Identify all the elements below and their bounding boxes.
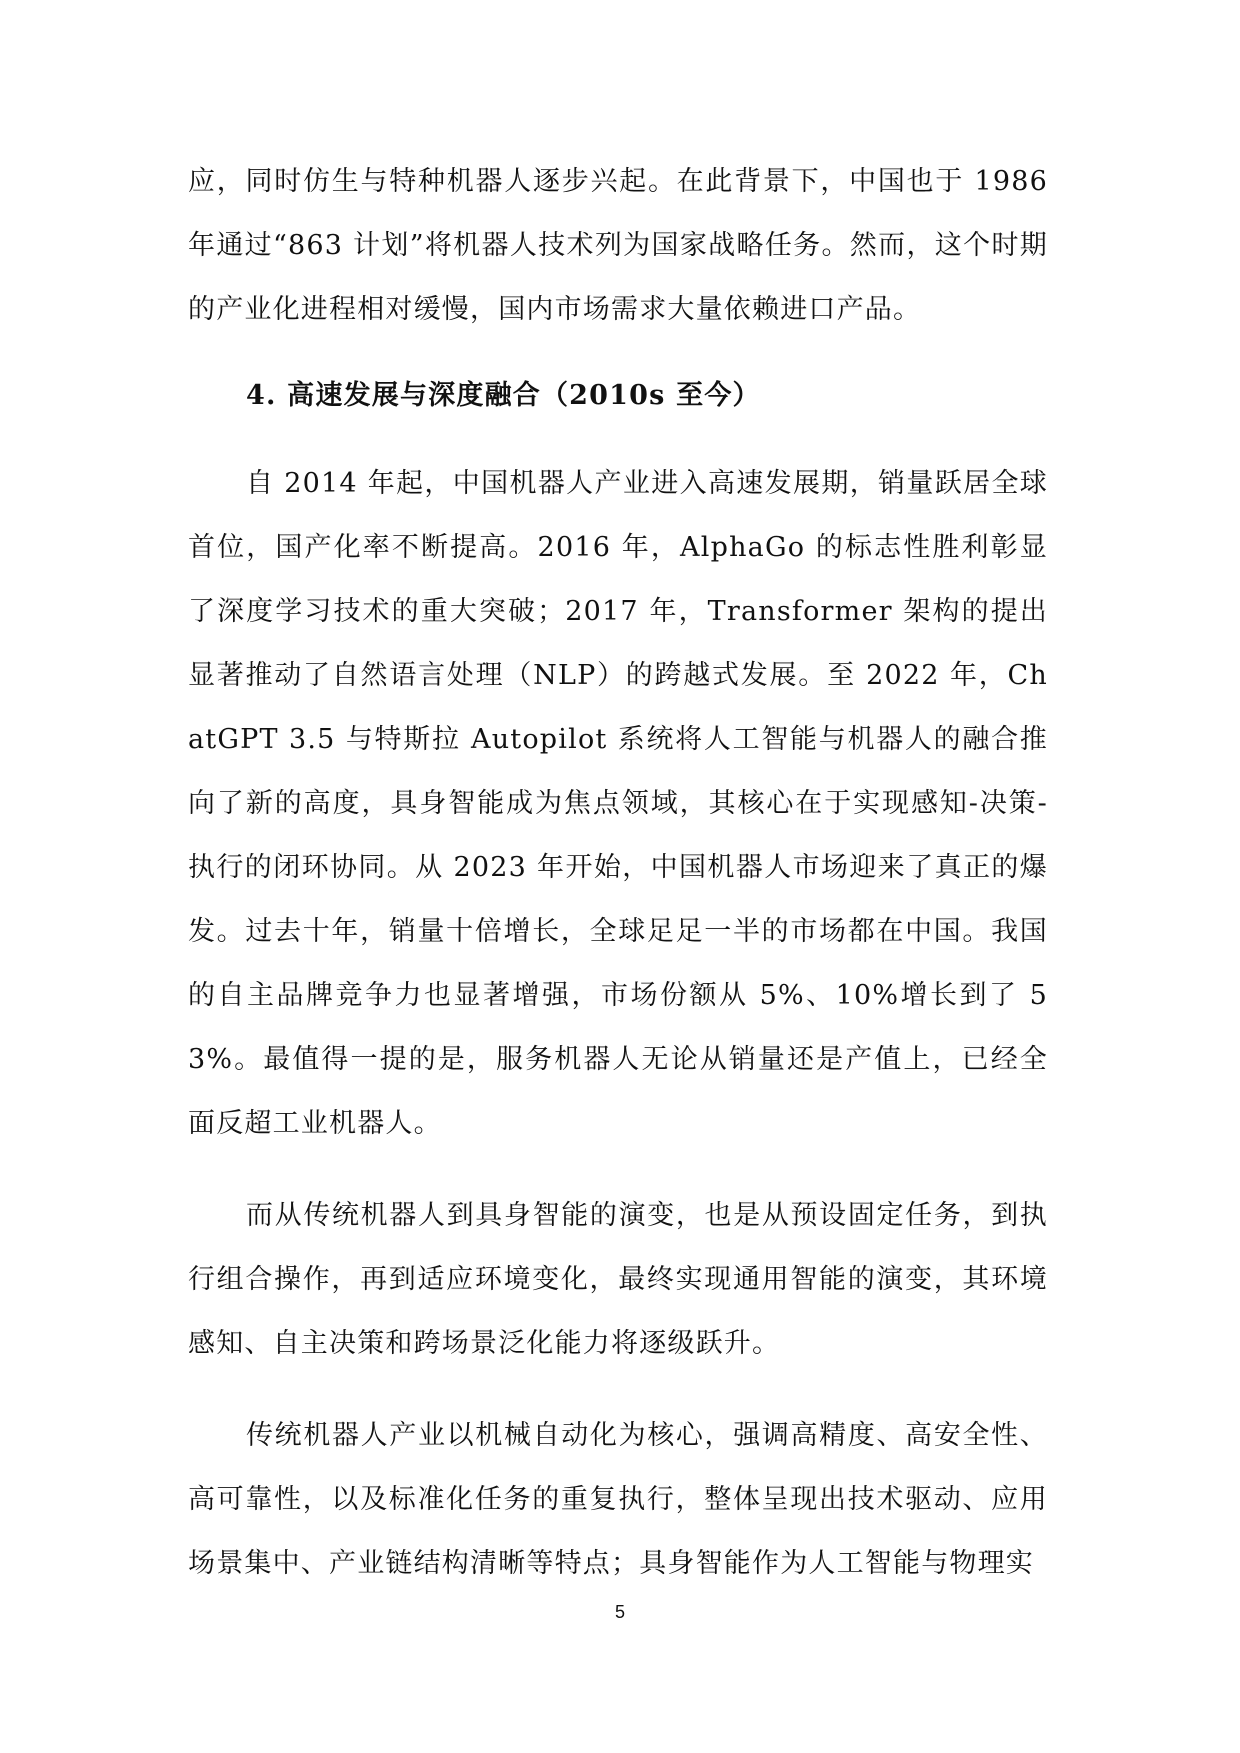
page-number: 5 [614,1602,625,1622]
paragraph-evolution: 而从传统机器人到具身智能的演变，也是从预设固定任务，到执行组合操作，再到适应环境变化，最终实现通用智能的演变，其环境感知、自主决策和跨场景泛化能力将逐级跃升。 [188,1200,1048,1359]
paragraph-traditional-robots: 传统机器人产业以机械自动化为核心，强调高精度、高安全性、高可靠性，以及标准化任务的重复执行，整体呈现出技术驱动、应用场景集中、产业链结构清晰等特点；具身智能作为人工智能与物理实 [188,1420,1048,1579]
paragraph-continued: 应，同时仿生与特种机器人逐步兴起。在此背景下，中国也于 1986 年通过“863 计划”将机器人技术列为国家战略任务。然而，这个时期的产业化进程相对缓慢，国内市场需求大量依赖进口产品。 [188,166,1048,325]
section-heading: 4. 高速发展与深度融合（2010s 至今） [246,380,761,411]
document-body [188,150,1048,1596]
paragraph-development: 自 2014 年起，中国机器人产业进入高速发展期，销量跃居全球首位，国产化率不断提高。2016 年，AlphaGo 的标志性胜利彰显了深度学习技术的重大突破；2017 年，Transformer 架构的提出显著推动了自然语言处理（NLP）的跨越式发展。至 2022 年，ChatGPT 3.5 与特斯拉 Autopilot 系统将人工智能与机器人的融合推向了新的高度，具身智能成为焦点领域，其核心在于实现感知-决策-执行的闭环协同。从 2023 年开始，中国机器人市场迎来了真正的爆发。过去十年，销量十倍增长，全球足足一半的市场都在中国。我国的自主品牌竞争力也显著增强，市场份额从 5%、10%增长到了 53%。最值得一提的是，服务机器人无论从销量还是产值上，已经全面反超工业机器人。 [188,468,1048,1139]
